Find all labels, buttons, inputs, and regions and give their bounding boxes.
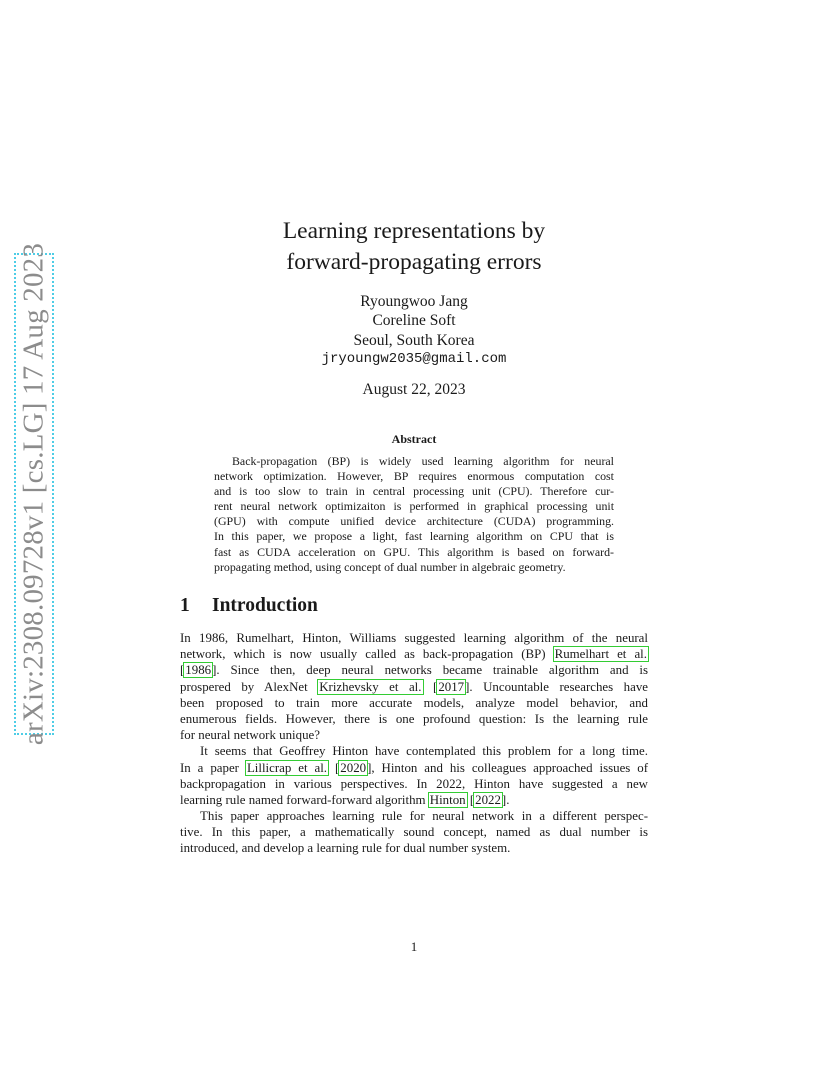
section-number: 1 (180, 595, 190, 616)
body-line: introduced, and develop a learning rule for dual number system. (180, 841, 511, 856)
citation-link-lillicrap[interactable]: Lillicrap et al. (246, 760, 328, 775)
arxiv-identifier: arXiv:2308.09728v1 [cs.LG] 17 Aug 2023 (17, 242, 50, 746)
author-block (180, 292, 648, 369)
body-line: This paper approaches learning rule for neural network in a different perspec- (200, 809, 648, 824)
body-line (180, 760, 648, 776)
body-text-fragment: learning rule named forward-forward algorithm (180, 792, 426, 807)
body-line (180, 662, 648, 678)
citation-year-link-2020[interactable]: 2020 (340, 760, 367, 775)
citation-year-link-2022[interactable]: 2022 (475, 792, 501, 807)
abstract-line: propagating method, using concept of dual number in algebraic geometry. (214, 559, 566, 574)
citation-link-krizhevsky[interactable]: Krizhevsky et al. (319, 679, 422, 694)
paper-title (180, 216, 648, 278)
body-text-fragment: ]. (501, 792, 510, 807)
body-line (180, 679, 648, 695)
citation-link-hinton[interactable]: Hinton (429, 792, 466, 807)
author-location: Seoul, South Korea (353, 331, 475, 349)
body-text-fragment: ]. Uncountable researches have (465, 679, 648, 694)
page-number: 1 (410, 939, 418, 954)
abstract-line: rent neural network optimizaiton is performed in graphical processing unit (214, 499, 614, 514)
abstract-line: network optimization. However, BP requires enormous computation cost (214, 469, 614, 484)
paper-date: August 22, 2023 (362, 381, 466, 398)
body-line: backpropagation in various perspectives. In 2022, Hinton have suggested a new (180, 776, 648, 791)
author-email: jryoungw2035@gmail.com (321, 350, 507, 367)
abstract-body (214, 454, 614, 575)
abstract-line: (GPU) with compute unified device architecture (CUDA) programming. (214, 514, 614, 529)
body-line: In 1986, Rumelhart, Hinton, Williams suggested learning algorithm of the neural (180, 631, 648, 645)
arxiv-stamp[interactable] (14, 242, 54, 746)
abstract-line: Back-propagation (BP) is widely used learning algorithm for neural (232, 454, 614, 468)
body-text-fragment: ], Hinton and his colleagues approached issues of (367, 760, 649, 775)
body-text-fragment: [ (433, 679, 438, 694)
abstract-line: fast as CUDA acceleration on GPU. This algorithm is based on forward- (214, 544, 614, 559)
body-text-fragment: network, which is now usually called as back-propagation (BP) (180, 647, 546, 662)
body-text-fragment: [ (180, 663, 185, 678)
body-line: tive. In this paper, a mathematically sound concept, named as dual number is (180, 825, 648, 840)
abstract-line: In this paper, we propose a light, fast learning algorithm on CPU that is (214, 529, 614, 544)
introduction-body (180, 630, 648, 857)
author-name: Ryoungwoo Jang (360, 293, 468, 310)
citation-year-link-1986[interactable]: 1986 (185, 663, 212, 678)
body-line (180, 792, 648, 808)
body-text-fragment: In a paper (180, 760, 239, 775)
title-line-2: forward-propagating errors (286, 249, 542, 275)
body-text-fragment: [ (335, 760, 340, 775)
body-line: enumerous fields. However, there is one profound question: Is the learning rule (180, 711, 648, 726)
body-line: for neural network unique? (180, 728, 320, 743)
body-text-fragment: prospered by AlexNet (180, 679, 308, 694)
body-line: been proposed to train more accurate models, analyze model behavior, and (180, 695, 648, 710)
body-text-fragment: ]. Since then, deep neural networks became trainable algorithm and is (212, 663, 648, 678)
abstract-line: and is too slow to train in central processing unit (CPU). Therefore cur- (214, 484, 614, 499)
citation-link-rumelhart[interactable]: Rumelhart et al. (554, 647, 647, 662)
body-text-fragment: [ (469, 792, 475, 807)
body-line: It seems that Geoffrey Hinton have contemplated this problem for a long time. (200, 744, 648, 759)
abstract-heading: Abstract (391, 432, 437, 446)
title-line-1: Learning representations by (282, 218, 546, 244)
author-affiliation: Coreline Soft (372, 312, 456, 330)
section-title: Introduction (212, 595, 318, 616)
section-heading (180, 595, 318, 617)
body-line (180, 646, 648, 662)
citation-year-link-2017[interactable]: 2017 (438, 679, 465, 694)
